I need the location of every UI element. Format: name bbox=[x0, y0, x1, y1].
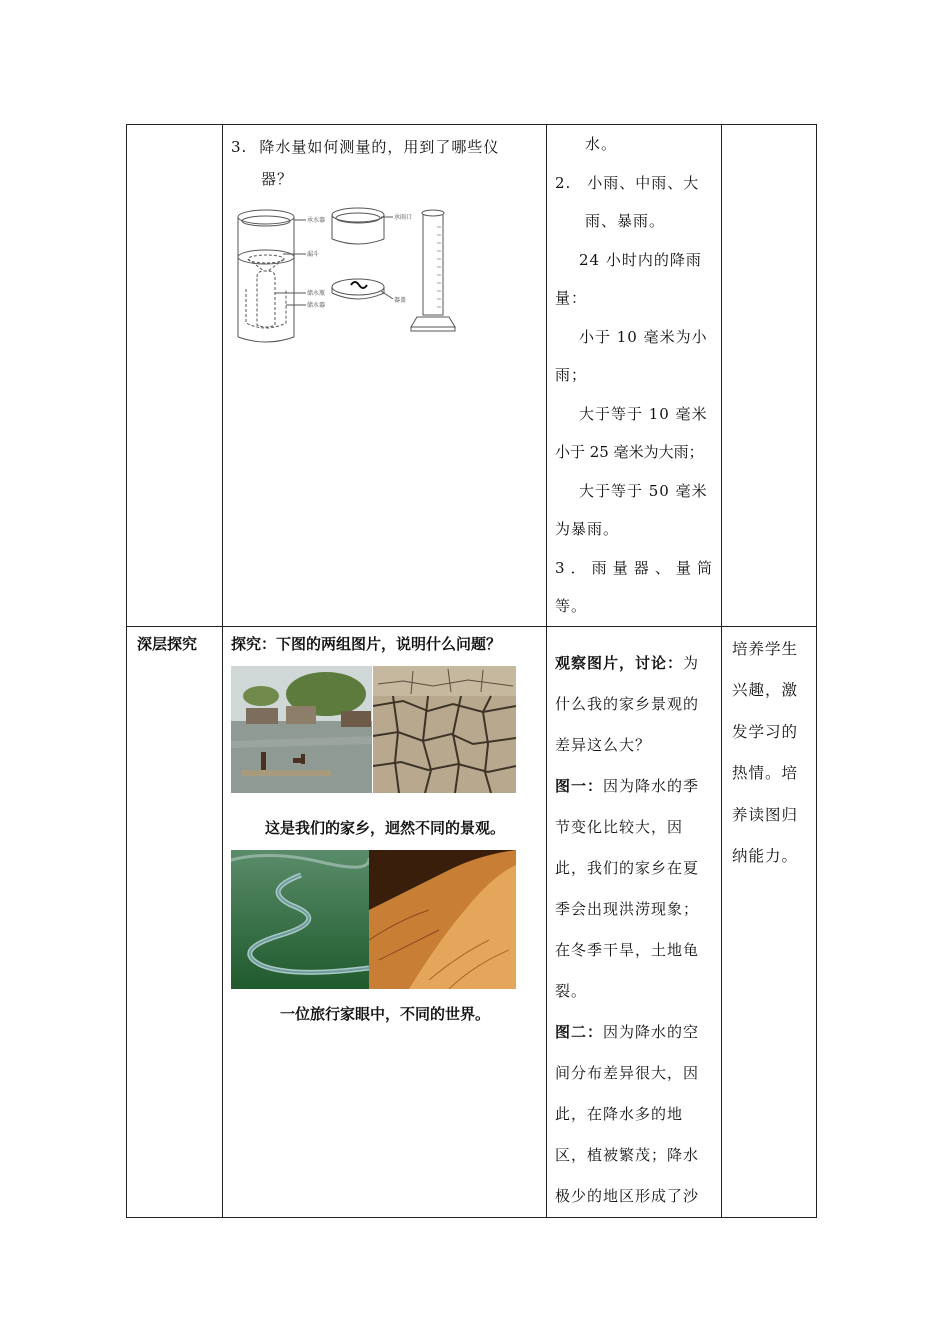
table-row bbox=[127, 626, 817, 1217]
flood-photo bbox=[231, 666, 372, 793]
label-cap: 器盖 bbox=[394, 297, 407, 304]
stage-cell bbox=[127, 626, 223, 1217]
answer-line: 为暴雨。 bbox=[555, 520, 620, 538]
answer-line: 等。 bbox=[555, 597, 588, 615]
desert-photo bbox=[369, 850, 516, 989]
answer-line: 24 小时内的降雨 bbox=[579, 250, 702, 269]
goal-cell-empty bbox=[722, 125, 817, 627]
goal-line: 热情。培 bbox=[732, 764, 799, 782]
answer-line: 雨； bbox=[555, 366, 588, 384]
goal-line: 纳能力。 bbox=[732, 847, 799, 865]
discuss-line: 差异这么大？ bbox=[555, 735, 652, 754]
label-funnel: 漏斗 bbox=[307, 251, 320, 258]
question-text: 降水量如何测量的，用到了哪些仪 bbox=[259, 138, 500, 156]
label-mouth: 承雨口 bbox=[394, 214, 413, 221]
answer-line: 小于 10 毫米为小 bbox=[579, 327, 708, 346]
discuss-line: 极少的地区形成了沙 bbox=[555, 1186, 700, 1205]
goal-line: 发学习的 bbox=[732, 722, 799, 741]
discuss-line: 裂。 bbox=[555, 981, 588, 1000]
table-row bbox=[127, 125, 817, 627]
goal-line: 兴趣，激 bbox=[732, 681, 799, 699]
discuss-line: 什么我的家乡景观的 bbox=[555, 694, 700, 713]
discuss-line: 此，在降水多的地 bbox=[555, 1104, 684, 1123]
answer-line: 2. 小雨、中雨、大 bbox=[555, 173, 700, 192]
answer-line: 大于等于 10 毫米 bbox=[579, 404, 708, 423]
explore-cell bbox=[223, 626, 547, 1217]
label-collector: 承水器 bbox=[307, 217, 326, 224]
stage-label: 深层探究 bbox=[137, 634, 198, 653]
discuss-line: 图一：因为降水的季 bbox=[555, 776, 700, 795]
discuss-line: 观察图片，讨论：为 bbox=[555, 653, 700, 672]
discussion-cell bbox=[547, 626, 722, 1217]
label-storage-bottle: 储水瓶 bbox=[307, 290, 326, 297]
discuss-line: 节变化比较大，因 bbox=[555, 817, 684, 836]
answer-cell bbox=[547, 125, 722, 627]
discuss-line: 间分布差异很大，因 bbox=[555, 1063, 700, 1082]
answer-line: 小于 25 毫米为大雨； bbox=[555, 443, 704, 461]
goal-cell bbox=[722, 626, 817, 1217]
lesson-table bbox=[126, 124, 817, 1218]
answer-line: 量： bbox=[555, 289, 588, 307]
rain-gauge-diagram bbox=[231, 205, 481, 355]
goal-line: 培养学生 bbox=[732, 639, 799, 658]
answer-line: 3．雨量器、量筒 bbox=[555, 558, 713, 577]
discuss-line: 区，植被繁茂；降水 bbox=[555, 1145, 700, 1164]
stage-cell-empty bbox=[127, 125, 223, 627]
answer-line: 大于等于 50 毫米 bbox=[579, 481, 708, 500]
caption-1: 这是我们的家乡，迥然不同的景观。 bbox=[264, 818, 505, 837]
discuss-line: 此，我们的家乡在夏 bbox=[555, 858, 700, 877]
caption-2: 一位旅行家眼中，不同的世界。 bbox=[279, 1004, 490, 1023]
rainforest-photo bbox=[231, 850, 369, 989]
discuss-line: 季会出现洪涝现象； bbox=[555, 899, 700, 918]
answer-line: 雨、暴雨。 bbox=[585, 212, 666, 230]
label-storage-tank: 储水器 bbox=[307, 302, 326, 309]
answer-line: 水。 bbox=[585, 135, 618, 153]
question-number: 3. bbox=[231, 138, 248, 156]
discuss-line: 图二：因为降水的空 bbox=[555, 1022, 700, 1041]
cracked-earth-photo bbox=[373, 666, 516, 793]
explore-title: 探究：下图的两组图片，说明什么问题？ bbox=[231, 634, 502, 653]
question-text-cont: 器？ bbox=[261, 170, 294, 188]
question-cell bbox=[223, 125, 547, 627]
discuss-line: 在冬季干旱，土地龟 bbox=[555, 940, 700, 959]
goal-line: 养读图归 bbox=[732, 805, 799, 824]
